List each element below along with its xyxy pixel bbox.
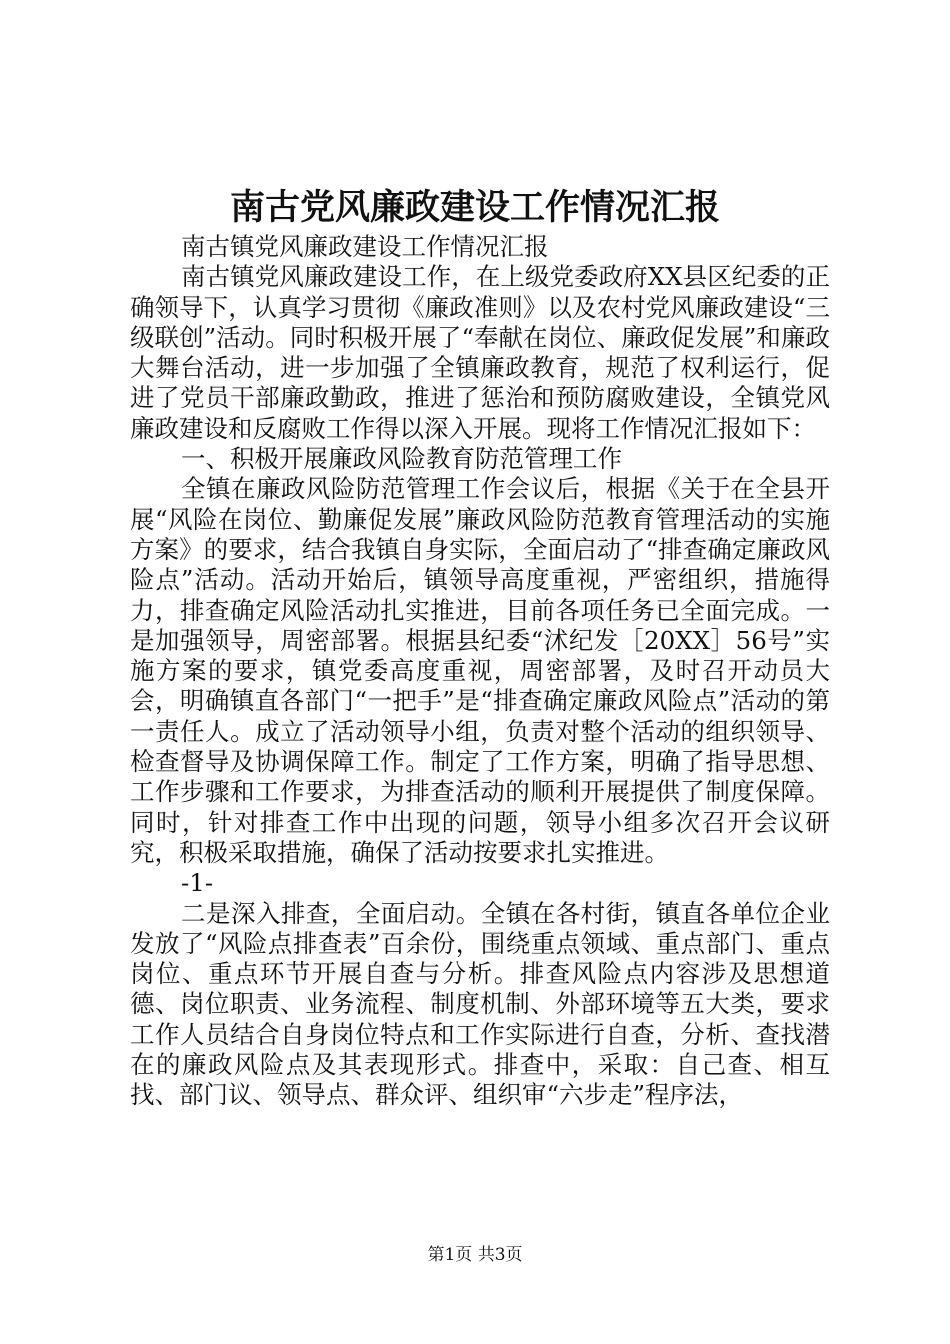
section-heading: 一、积极开展廉政风险教育防范管理工作 (181, 444, 622, 474)
document-title: 南古党风廉政建设工作情况汇报 (229, 187, 720, 228)
page-footer: 第1页 共3页 (427, 1245, 523, 1265)
section-paragraph: 全镇在廉政风险防范管理工作会议后，根据《关于在全县开展“风险在岗位、勤廉促发展”廉政风险防范教育管理活动的实施方案》的要求，结合我镇自身实际，全面启动了“排查确定廉政风险点”活动。活动开始后，镇领导高度重视，严密组织，措施得力，排查确定风险活动扎实推进，目前各项任务已全面完成。一是加强领导，周密部署。根据县纪委“沭纪发［20XX］56号”实施方案的要求，镇党委高度重视，周密部署，及时召开动员大会，明确镇直各部门“一把手”是“排查确定廉政风险点”活动的第一责任人。成立了活动领导小组，负责对整个活动的组织领导、检查督导及协调保障工作。制定了工作方案，明确了指导思想、工作步骤和工作要求，为排查活动的顺利开展提供了制度保障。同时，针对排查工作中出现的问题，领导小组多次召开会议研究，积极采取措施，确保了活动按要求扎实推进。 (130, 474, 830, 867)
continuation-paragraph: 二是深入排查，全面启动。全镇在各村街，镇直各单位企业发放了“风险点排查表”百余份，围绕重点领域、重点部门、重点岗位、重点环节开展自查与分析。排查风险点内容涉及思想道德、岗位职责、业务流程、制度机制、外部环境等五大类，要求工作人员结合自身岗位特点和工作实际进行自查，分析、查找潜在的廉政风险点及其表现形式。排查中，采取：自己查、相互找、部门议、领导点、群众评、组织审“六步走”程序法， (130, 898, 830, 1110)
inline-page-number: -1- (181, 868, 214, 898)
subtitle-paragraph: 南古镇党风廉政建设工作情况汇报 (181, 232, 549, 261)
document-body (130, 232, 830, 1111)
intro-paragraph: 南古镇党风廉政建设工作，在上级党委政府XX县区纪委的正确领导下，认真学习贯彻《廉政准则》以及农村党风廉政建设“三级联创”活动。同时积极开展了“奉献在岗位、廉政促发展”和廉政大舞台活动，进一步加强了全镇廉政教育，规范了权利运行，促进了党员干部廉政勤政，推进了惩治和预防腐败建设，全镇党风廉政建设和反腐败工作得以深入开展。现将工作情况汇报如下： (130, 262, 830, 443)
